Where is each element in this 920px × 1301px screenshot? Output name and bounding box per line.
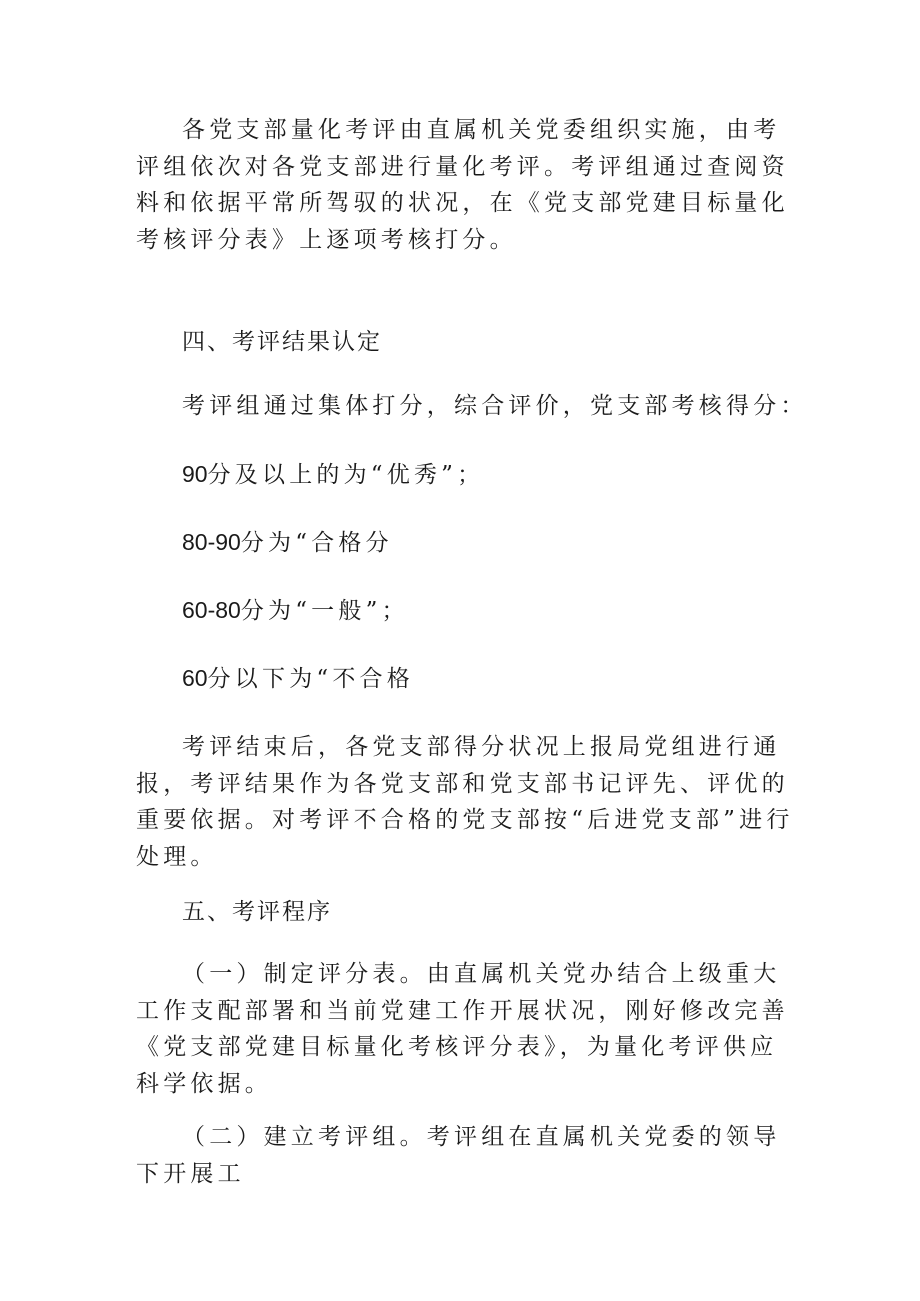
grade-average-text: 分为“一般”； — [240, 598, 409, 624]
step-2-paragraph: （二）建立考评组。考评组在直属机关党委的领导下开展工 — [136, 1124, 781, 1187]
step-1-paragraph: （一）制定评分表。由直属机关党办结合上级重大工作支配部署和当前党建工作开展状况，刚好修改完善《党支部党建目标量化考核评分表》，为量化考评供应科学依据。 — [136, 961, 789, 1097]
grade-unqualified-line — [182, 660, 414, 697]
grade-excellent-text: 分及以上的为“优秀”； — [207, 462, 485, 488]
paragraph-result-usage: 考评结束后，各党支部得分状况上报局党组进行通报，考评结果作为各党支部和党支部书记评先、评优的重要依据。对考评不合格的党支部按“后进党支部”进行处理。 — [136, 734, 794, 870]
grade-qualified-line — [182, 524, 393, 561]
grade-excellent-line — [182, 456, 484, 493]
grade-unqualified-number: 60 — [182, 665, 208, 691]
grade-qualified-number: 80-90 — [182, 529, 241, 555]
grade-excellent-number: 90 — [182, 461, 208, 487]
section-heading-4: 四、考评结果认定 — [182, 329, 382, 355]
grade-average-number: 60-80 — [182, 597, 241, 623]
section-heading-5: 五、考评程序 — [182, 899, 332, 925]
grade-qualified-text: 分为“合格分 — [240, 530, 393, 556]
paragraph-assessment-implementation: 各党支部量化考评由直属机关党委组织实施，由考评组依次对各党支部进行量化考评。考评组通过查阅资料和依据平常所驾驭的状况，在《党支部党建目标量化考核评分表》上逐项考核打分。 — [136, 117, 789, 253]
result-intro-text: 考评组通过集体打分，综合评价，党支部考核得分： — [182, 393, 808, 419]
grade-average-line — [182, 592, 409, 629]
grade-unqualified-text: 分以下为“不合格 — [207, 666, 414, 692]
